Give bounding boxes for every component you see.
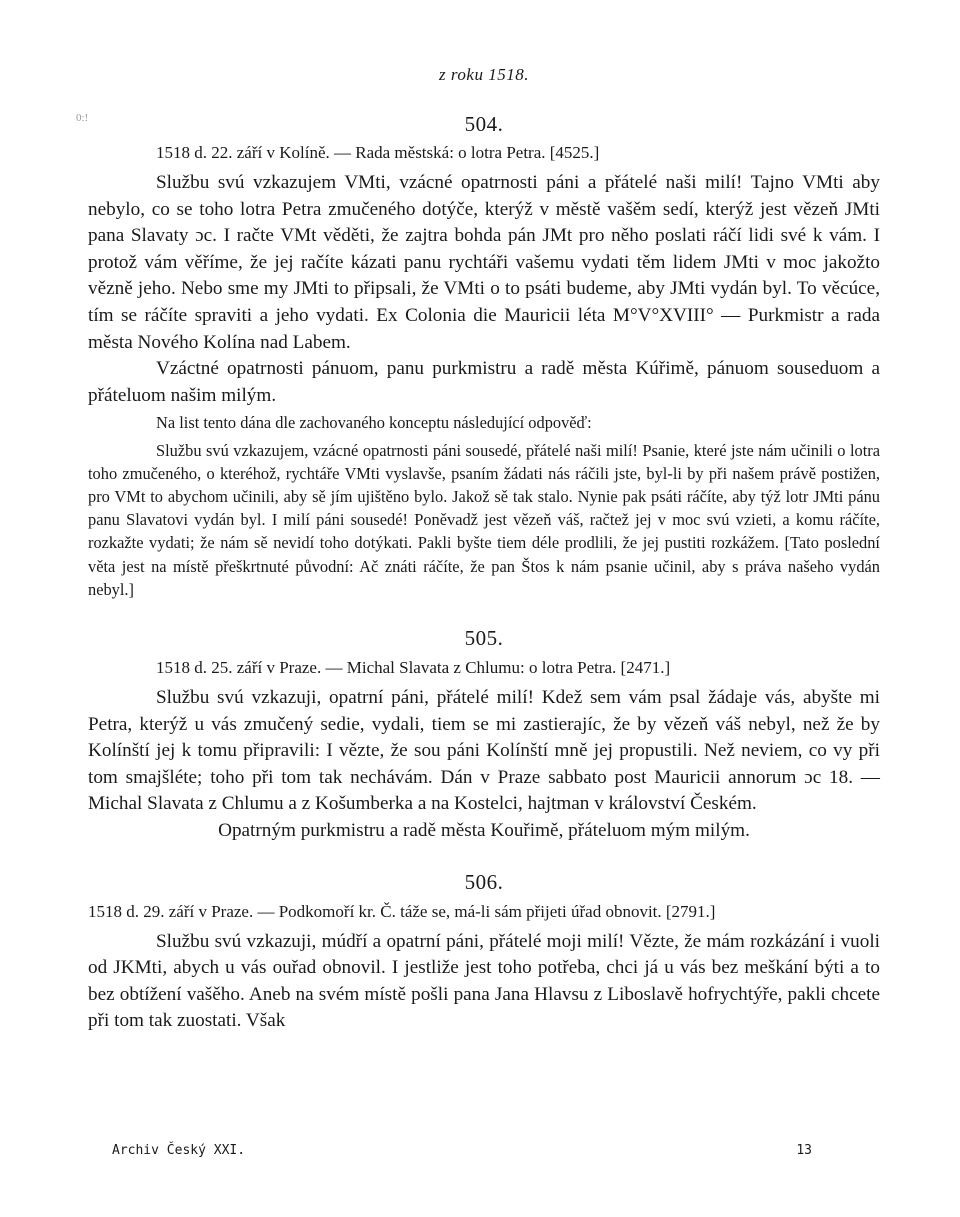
page-body (76, 60, 880, 1035)
document-heading: 1518 d. 25. září v Praze. — Michal Slavata z Chlumu: o lotra Petra. [2471.] (156, 657, 671, 677)
reply-text: Službu svú vzkazujem, vzácné opatrnosti páni sousedé, přátelé naši milí! Psanie, které jste nám učinili o lotra toho zmučeného, o kteréhož, rychtáře VMti vyslavše, psaním žádati nás ráčili jste, byl-li by při našem právě postižen, pro VMt to abychom učinili, aby sě jím ujištěno bylo. Jakož sě tak stalo. Nynie pak psáti ráčíte, aby týž lotr JMti pánu panu Slavatovi vydán byl. I milí páni sousedé! Poněvadž jest vězeň váš, račtež jej v moc svú vzieti, a komu ráčíte, rozkažte vydati; že nám sě nevidí toho dotýkati. Pakli byšte tiem déle prodlili, že jej pustiti rozkážem. [Tato poslední věta jest na místě přeškrtnuté původní: Ač znáti ráčíte, že pan Štos k nám psanie učinil, aby s práva našeho vydán nebyl.] (88, 440, 880, 599)
document-504 (88, 108, 880, 601)
footer-signature: Archiv Český XXI. (112, 1143, 246, 1158)
letter-address: Opatrným purkmistru a radě města Kouřimě, přáteluom mým milým. (218, 819, 750, 841)
document-heading: 1518 d. 22. září v Kolíně. — Rada městská: o lotra Petra. [4525.] (156, 143, 600, 162)
letter-address: Vzáctné opatrnosti pánuom, panu purkmistru a radě města Kúřimě, pánuom souseduom a přáteluom našim milým. (88, 358, 880, 406)
document-number: 506. (464, 869, 504, 894)
document-505 (88, 621, 880, 845)
running-head: z roku 1518. (439, 65, 529, 84)
document-506 (88, 865, 880, 1035)
letter-paragraph: Službu svú vzkazuji, múdří a opatrní páni, přátelé moji milí! Vězte, že mám rozkázání i vuoli od JKMti, abych u vás ouřad obnovil. I jestliže jest toho potřeba, chci já u vás bez meškání býti a to bez obtížení vašěho. Aneb na svém místě pošli pana Jana Hlavsu z Liboslavě hofrychtýře, pakli chcete při tom tak zuostati. Však (88, 930, 880, 1032)
document-heading: 1518 d. 29. září v Praze. — Podkomoří kr. Č. táže se, má-li sám přijeti úřad obnovit. [2791.] (88, 901, 716, 921)
margin-mark: 0:! (76, 112, 89, 124)
document-number: 505. (464, 625, 504, 650)
letter-paragraph: Službu svú vzkazujem VMti, vzácné opatrnosti páni a přátelé naši milí! Tajno VMti aby nebylo, co se toho lotra Petra zmučeného dotýče, kterýž v městě vašěm sedí, kterýž jest vězeň JMti pana Slavaty ɔc. I račte VMt věděti, že zajtra bohda pán JMt pro něho poslati ráčí lidi své k vám. I protož vám věříme, že jej račíte kázati panu rychtáři vašemu vydati těm lidem JMti v moc jakožto vězně jeho. Nebo sme my JMti to připsali, že VMti o to psáti budeme, aby JMti vydán byl. To věcúce, tím se ráčíte spraviti a jeho vydati. Ex Colonia die Mauricii léta M°V°XVIII° — Purkmistr a rada města Nového Kolína nad Labem. (88, 172, 880, 353)
document-number: 504. (464, 112, 504, 136)
footer-sheet-number: 13 (796, 1143, 812, 1158)
editorial-note: Na list tento dána dle zachovaného konceptu následující odpověď: (156, 413, 592, 433)
letter-paragraph: Službu svú vzkazuji, opatrní páni, přátelé milí! Kdež sem vám psal žádaje vás, abyšte mi Petra, kterýž u vás zmučený sedie, vydali, tiem se mi zastierajíc, že by vězeň váš nebyl, než že by Kolínští jej k tomu připravili: I vězte, že sou páni Kolínští mně jej propustili. Než neviem, co vy při tom smajšléte; toho při tom tak nechávám. Dán v Praze sabbato post Mauricii annorum ɔc 18. — Michal Slavata z Chlumu a z Košumberka a na Kostelci, hajtman v království Českém. (88, 686, 880, 815)
